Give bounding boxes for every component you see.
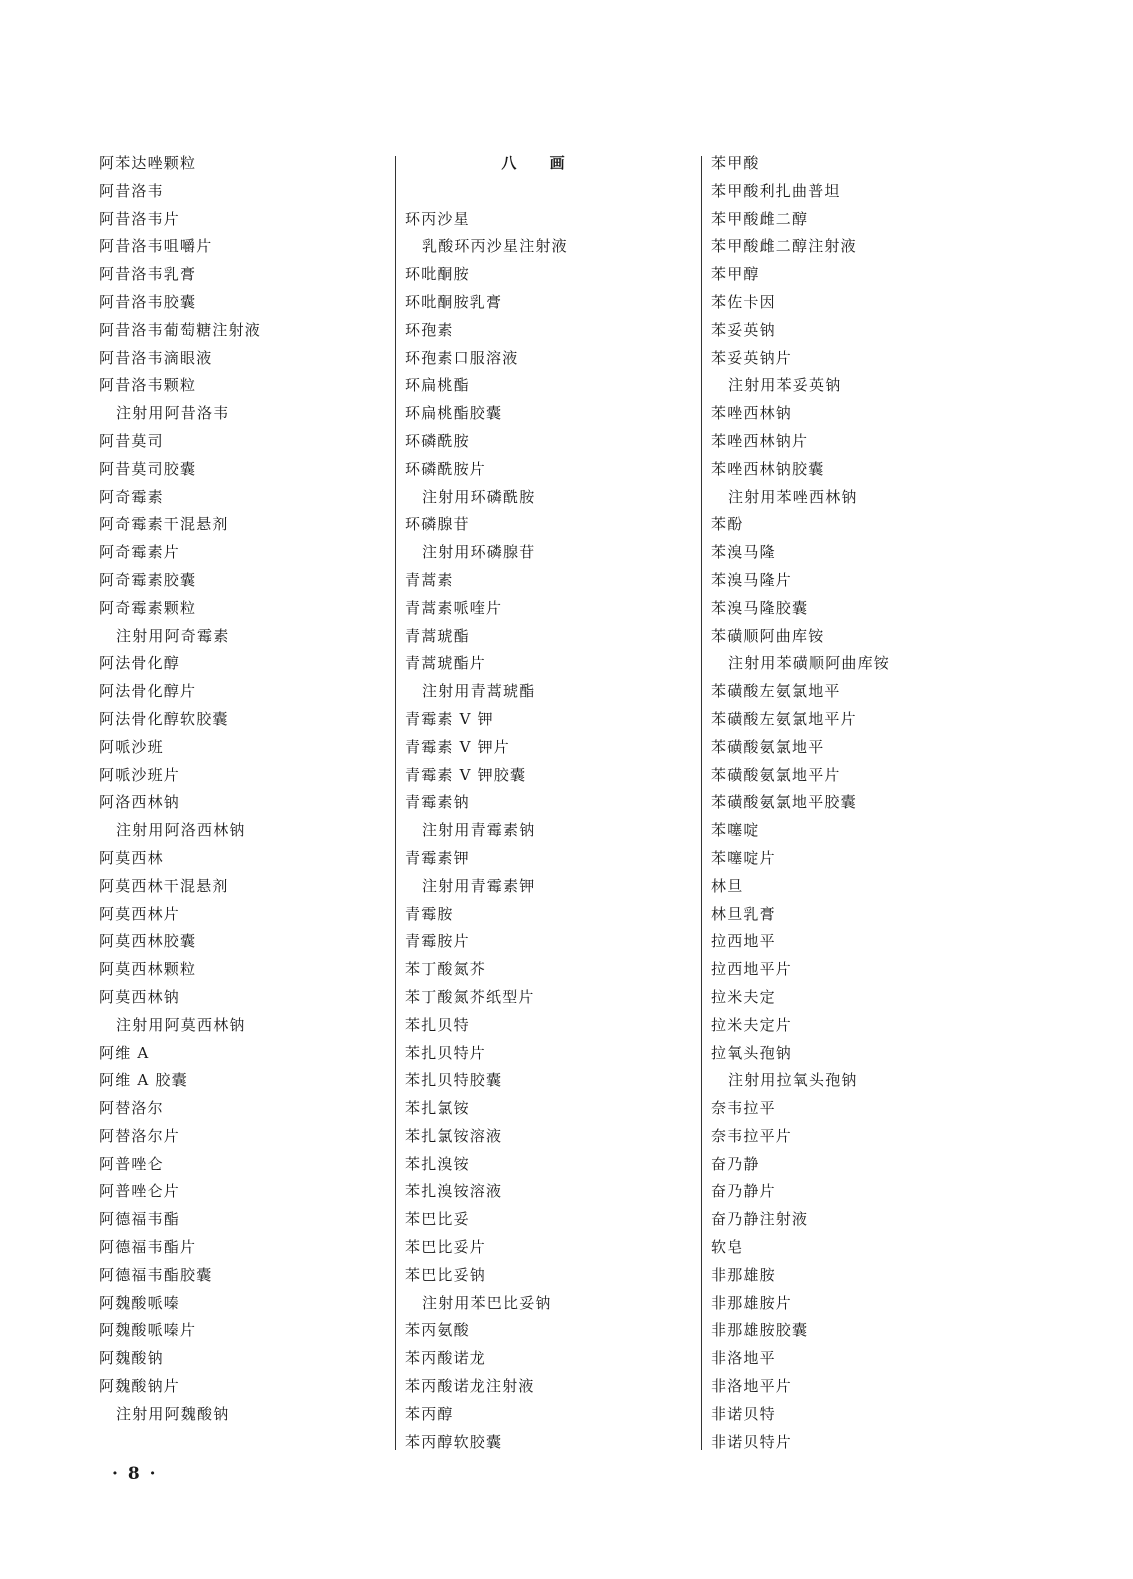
index-entry: 苯磺酸左氨氯地平片 (711, 709, 857, 728)
column-divider (395, 156, 396, 1450)
index-subentry: 注射用苯磺顺阿曲库铵 (728, 654, 891, 673)
index-entry: 阿德福韦酯胶囊 (99, 1265, 213, 1284)
index-entry: 拉西地平片 (711, 960, 793, 979)
index-subentry: 注射用青霉素钾 (422, 876, 536, 895)
index-entry: 苯扎贝特胶囊 (405, 1071, 503, 1090)
index-entry: 苯丙醇 (405, 1404, 454, 1423)
index-entry: 青蒿琥酯片 (405, 654, 487, 673)
index-entry: 奈韦拉平片 (711, 1126, 793, 1145)
index-subentry: 注射用拉氧头孢钠 (728, 1071, 858, 1090)
index-entry: 阿昔洛韦片 (99, 209, 181, 228)
index-entry: 阿法骨化醇片 (99, 682, 197, 701)
index-entry: 青霉胺 (405, 904, 454, 923)
index-entry: 非诺贝特片 (711, 1432, 793, 1451)
index-entry: 青霉素 V 钾胶囊 (405, 765, 527, 784)
index-entry: 阿魏酸钠 (99, 1349, 164, 1368)
index-entry: 环磷腺苷 (405, 515, 470, 534)
index-entry: 拉西地平 (711, 932, 776, 951)
index-column-2 (405, 150, 695, 1456)
index-entry: 阿莫西林胶囊 (99, 932, 197, 951)
index-entry: 非那雄胺 (711, 1265, 776, 1284)
index-subentry: 注射用苯巴比妥钠 (422, 1293, 552, 1312)
index-entry: 青蒿素哌喹片 (405, 598, 503, 617)
index-subentry: 注射用阿莫西林钠 (116, 1015, 246, 1034)
index-entry: 阿奇霉素胶囊 (99, 570, 197, 589)
index-entry: 阿普唑仑 (99, 1154, 164, 1173)
index-entry: 阿魏酸钠片 (99, 1377, 181, 1396)
index-entry: 奈韦拉平 (711, 1099, 776, 1118)
column-divider (701, 156, 702, 1450)
index-entry: 苯唑西林钠胶囊 (711, 459, 825, 478)
index-entry: 环吡酮胺乳膏 (405, 292, 503, 311)
index-subentry: 注射用青霉素钠 (422, 821, 536, 840)
index-subentry: 注射用阿洛西林钠 (116, 821, 246, 840)
index-entry: 苯佐卡因 (711, 292, 776, 311)
index-entry: 非诺贝特 (711, 1404, 776, 1423)
index-entry: 苯扎氯铵溶液 (405, 1126, 503, 1145)
index-entry: 阿奇霉素干混悬剂 (99, 515, 229, 534)
index-entry: 青霉素钾 (405, 848, 470, 867)
index-entry: 环磷酰胺 (405, 431, 470, 450)
index-entry: 苯溴马隆 (711, 543, 776, 562)
index-entry: 苯酚 (711, 515, 744, 534)
index-entry: 阿洛西林钠 (99, 793, 181, 812)
index-entry: 苯丁酸氮芥 (405, 960, 487, 979)
index-entry: 软皂 (711, 1238, 744, 1257)
index-entry: 阿莫西林 (99, 848, 164, 867)
index-subentry: 注射用青蒿琥酯 (422, 682, 536, 701)
index-entry: 环扁桃酯胶囊 (405, 404, 503, 423)
index-entry: 阿奇霉素颗粒 (99, 598, 197, 617)
index-entry: 苯丙酸诺龙注射液 (405, 1377, 535, 1396)
index-entry: 青霉素钠 (405, 793, 470, 812)
index-entry: 苯唑西林钠 (711, 404, 793, 423)
index-entry: 苯溴马隆胶囊 (711, 598, 809, 617)
index-entry: 苯噻啶片 (711, 848, 776, 867)
index-entry: 阿哌沙班 (99, 737, 164, 756)
blank-line (405, 178, 695, 206)
index-entry: 阿替洛尔片 (99, 1126, 181, 1145)
index-entry: 阿德福韦酯 (99, 1210, 181, 1229)
index-entry: 阿昔洛韦胶囊 (99, 292, 197, 311)
index-entry: 阿法骨化醇 (99, 654, 181, 673)
index-entry: 阿奇霉素 (99, 487, 164, 506)
index-entry: 苯扎溴铵 (405, 1154, 470, 1173)
index-subentry: 注射用阿魏酸钠 (116, 1404, 230, 1423)
index-entry: 苯扎溴铵溶液 (405, 1182, 503, 1201)
index-subentry: 注射用苯妥英钠 (728, 376, 842, 395)
index-entry: 苯巴比妥片 (405, 1238, 487, 1257)
index-entry: 苯扎氯铵 (405, 1099, 470, 1118)
index-entry: 苯唑西林钠片 (711, 431, 809, 450)
index-entry: 苯扎贝特 (405, 1015, 470, 1034)
index-column-1 (99, 150, 389, 1429)
index-entry: 苯扎贝特片 (405, 1043, 487, 1062)
index-entry: 环孢素 (405, 320, 454, 339)
index-entry: 苯丙氨酸 (405, 1321, 470, 1340)
index-entry: 阿魏酸哌嗪片 (99, 1321, 197, 1340)
index-entry: 苯甲酸 (711, 154, 760, 172)
index-entry: 阿哌沙班片 (99, 765, 181, 784)
index-entry: 环磷酰胺片 (405, 459, 487, 478)
index-entry: 阿维 A 胶囊 (99, 1071, 188, 1090)
index-entry: 青霉胺片 (405, 932, 470, 951)
index-entry: 苯丁酸氮芥纸型片 (405, 987, 535, 1006)
index-entry: 非那雄胺片 (711, 1293, 793, 1312)
index-entry: 环吡酮胺 (405, 265, 470, 284)
index-entry: 青霉素 V 钾片 (405, 737, 510, 756)
section-heading: 八 画 (501, 154, 579, 172)
index-entry: 环丙沙星 (405, 209, 470, 228)
index-entry: 阿替洛尔 (99, 1099, 164, 1118)
index-entry: 阿莫西林干混悬剂 (99, 876, 229, 895)
index-entry: 青蒿素 (405, 570, 454, 589)
index-entry: 拉米夫定 (711, 987, 776, 1006)
index-entry: 苯溴马隆片 (711, 570, 793, 589)
index-entry: 苯磺酸氨氯地平胶囊 (711, 793, 857, 812)
index-entry: 奋乃静 (711, 1154, 760, 1173)
page-number: · 8 · (112, 1464, 158, 1484)
index-entry: 拉米夫定片 (711, 1015, 793, 1034)
index-entry: 苯甲醇 (711, 265, 760, 284)
index-entry: 青蒿琥酯 (405, 626, 470, 645)
index-entry: 阿莫西林钠 (99, 987, 181, 1006)
index-entry: 苯甲酸雌二醇注射液 (711, 237, 857, 256)
index-entry: 阿维 A (99, 1043, 150, 1062)
index-entry: 奋乃静注射液 (711, 1210, 809, 1229)
index-entry: 阿昔莫司 (99, 431, 164, 450)
index-entry: 阿昔洛韦葡萄糖注射液 (99, 320, 262, 339)
index-entry: 阿昔洛韦颗粒 (99, 376, 197, 395)
index-entry: 阿昔洛韦咀嚼片 (99, 237, 213, 256)
index-entry: 奋乃静片 (711, 1182, 776, 1201)
index-entry: 苯磺酸氨氯地平 (711, 737, 825, 756)
index-entry: 苯甲酸利扎曲普坦 (711, 181, 841, 200)
index-entry: 非洛地平片 (711, 1377, 793, 1396)
index-entry: 林旦乳膏 (711, 904, 776, 923)
index-entry: 苯巴比妥钠 (405, 1265, 487, 1284)
index-entry: 阿昔洛韦滴眼液 (99, 348, 213, 367)
index-entry: 阿昔洛韦 (99, 181, 164, 200)
index-entry: 苯磺酸氨氯地平片 (711, 765, 841, 784)
index-entry: 苯妥英钠 (711, 320, 776, 339)
index-entry: 苯磺顺阿曲库铵 (711, 626, 825, 645)
index-entry: 苯妥英钠片 (711, 348, 793, 367)
index-entry: 阿昔莫司胶囊 (99, 459, 197, 478)
index-entry: 环扁桃酯 (405, 376, 470, 395)
index-subentry: 乳酸环丙沙星注射液 (422, 237, 568, 256)
index-entry: 阿莫西林片 (99, 904, 181, 923)
index-entry: 苯丙酸诺龙 (405, 1349, 487, 1368)
index-entry: 阿昔洛韦乳膏 (99, 265, 197, 284)
index-entry: 拉氧头孢钠 (711, 1043, 793, 1062)
index-entry: 苯磺酸左氨氯地平 (711, 682, 841, 701)
index-entry: 阿魏酸哌嗪 (99, 1293, 181, 1312)
index-entry: 阿普唑仑片 (99, 1182, 181, 1201)
index-entry: 林旦 (711, 876, 744, 895)
index-subentry: 注射用环磷酰胺 (422, 487, 536, 506)
index-entry: 苯丙醇软胶囊 (405, 1432, 503, 1451)
index-subentry: 注射用阿奇霉素 (116, 626, 230, 645)
index-entry: 苯巴比妥 (405, 1210, 470, 1229)
index-entry: 阿法骨化醇软胶囊 (99, 709, 229, 728)
index-entry: 苯甲酸雌二醇 (711, 209, 809, 228)
index-subentry: 注射用苯唑西林钠 (728, 487, 858, 506)
index-entry: 阿苯达唑颗粒 (99, 154, 197, 172)
index-column-3 (711, 150, 1011, 1456)
index-entry: 环孢素口服溶液 (405, 348, 519, 367)
index-entry: 阿奇霉素片 (99, 543, 181, 562)
index-subentry: 注射用环磷腺苷 (422, 543, 536, 562)
index-entry: 非洛地平 (711, 1349, 776, 1368)
index-entry: 非那雄胺胶囊 (711, 1321, 809, 1340)
index-entry: 阿莫西林颗粒 (99, 960, 197, 979)
index-entry: 阿德福韦酯片 (99, 1238, 197, 1257)
index-subentry: 注射用阿昔洛韦 (116, 404, 230, 423)
index-entry: 青霉素 V 钾 (405, 709, 494, 728)
index-entry: 苯噻啶 (711, 821, 760, 840)
